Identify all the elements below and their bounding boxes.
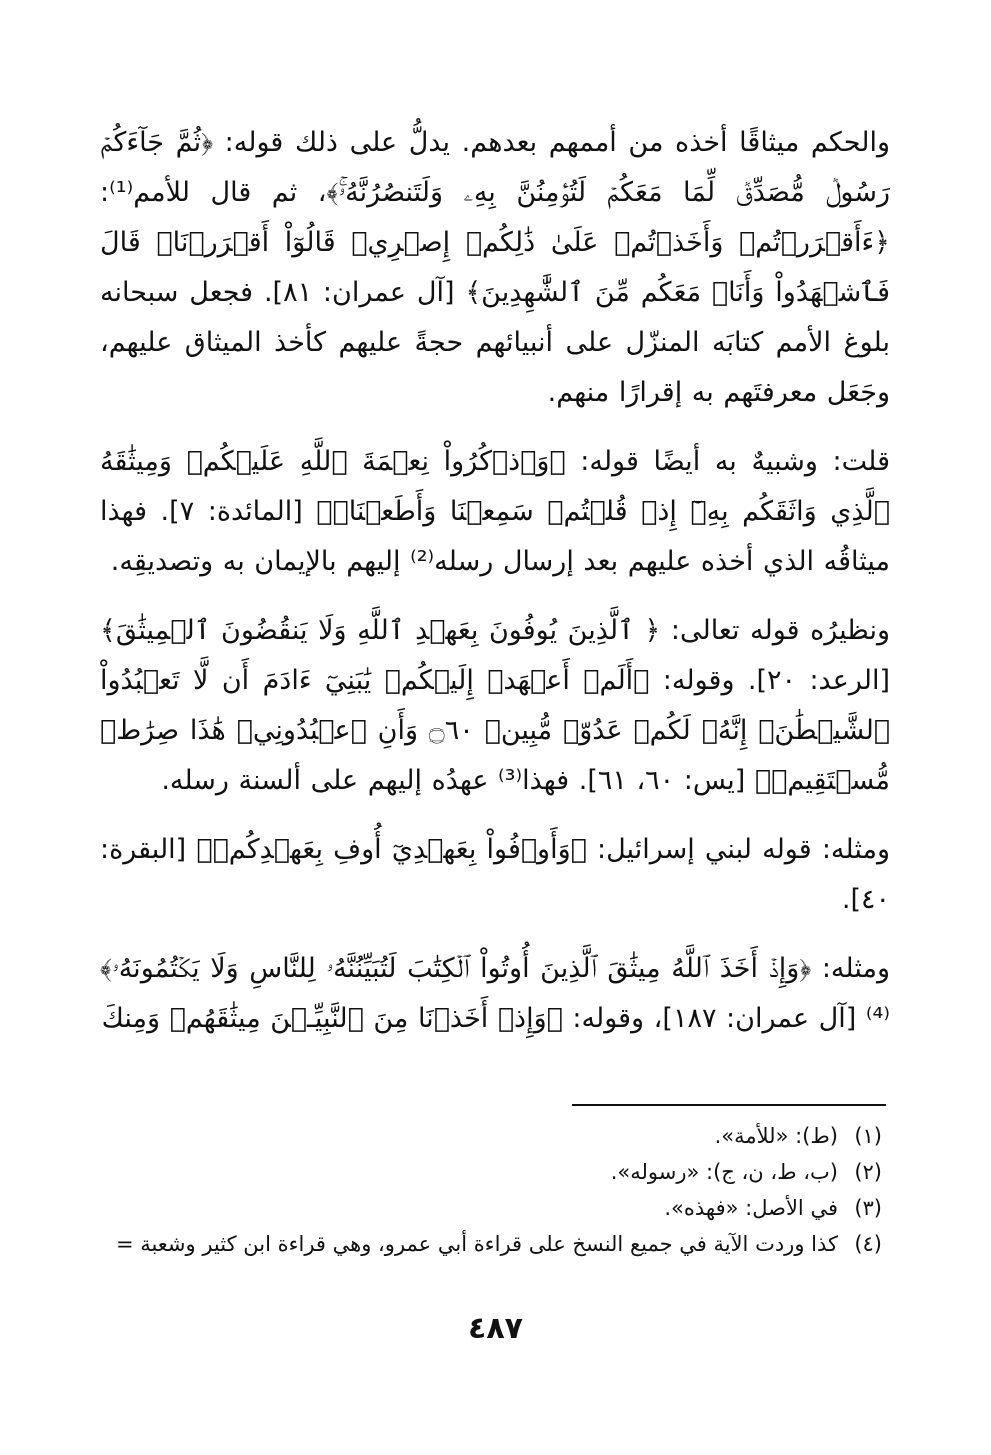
footnote-text: في الأصل: «فهذه». xyxy=(664,1196,838,1220)
paragraph-3: ونظيرُه قوله تعالى: ﴿ ٱلَّذِينَ يُوفُونَ بِعَهۡدِ ٱللَّهِ وَلَا يَنقُضُونَ ٱلۡمِيثَٰقَ﴾ [الرعد: ٢٠]. وقوله: ﴿أَلَمۡ أَعۡهَدۡ إِلَيۡكُمۡ يَٰبَنِيٓ ءَادَمَ أَن لَّا تَعۡبُدُواْ ٱلشَّيۡطَٰنَۖ إِنَّهُۥ لَكُمۡ عَدُوّٞ مُّبِينٞ ۝٦٠ وَأَنِ ٱعۡبُدُونِيۚ هَٰذَا صِرَٰطٞ مُّسۡتَقِيمٞ﴾ [يس: ٦٠، ٦١]. فهذا⁽³⁾ عهدُه إليهم على ألسنة رسله. xyxy=(100,615,891,796)
footnotes xyxy=(70,1118,882,1262)
footnote-text: (ب، ط، ن، ج): «رسوله». xyxy=(610,1160,838,1184)
footnote-number: (٣) xyxy=(854,1196,882,1220)
footnote-number: (٢) xyxy=(854,1160,882,1184)
footnote-number: (٤) xyxy=(854,1232,882,1256)
footnote-1 xyxy=(70,1118,882,1154)
footnote-3 xyxy=(70,1190,882,1226)
footnote-text: كذا وردت الآية في جميع النسخ على قراءة أبي عمرو، وهي قراءة ابن كثير وشعبة = xyxy=(115,1232,838,1256)
paragraph-1: والحكم ميثاقًا أخذه من أممهم بعدهم. يدلُّ على ذلك قوله: ﴿ثُمَّ جَآءَكُمۡ رَسُولٞ مُّصَدِّقٞ لِّمَا مَعَكُمۡ لَتُؤۡمِنُنَّ بِهِۦ وَلَتَنصُرُنَّهُۥۚ﴾، ثم قال للأمم⁽¹⁾: ﴿ءَأَقۡرَرۡتُمۡ وَأَخَذۡتُمۡ عَلَىٰ ذَٰلِكُمۡ إِصۡرِيۖ قَالُوٓاْ أَقۡرَرۡنَاۚ قَالَ فَٱشۡهَدُواْ وَأَنَا۠ مَعَكُم مِّنَ ٱلشَّٰهِدِينَ﴾ [آل عمران: ٨١]. فجعل سبحانه بلوغ الأمم كتابَه المنزّل على أنبيائهم حجةً عليهم كأخذ الميثاق عليهم، وجَعَل معرفتَهم به إقرارًا منهم. xyxy=(100,127,890,408)
page-number: ٤٨٧ xyxy=(468,1311,523,1346)
paragraph-2: قلت: وشبيهٌ به أيضًا قوله: ﴿وَٱذۡكُرُواْ نِعۡمَةَ ٱللَّهِ عَلَيۡكُمۡ وَمِيثَٰقَهُ ٱلَّذِي وَاثَقَكُم بِهِۦٓ إِذۡ قُلۡتُمۡ سَمِعۡنَا وَأَطَعۡنَاۖ﴾ [المائدة: ٧]. فهذا ميثاقُه الذي أخذه عليهم بعد إرسال رسله⁽²⁾ إليهم بالإيمان به وتصديقِه. xyxy=(100,446,890,577)
paragraph-4: ومثله: قوله لبني إسرائيل: ﴿وَأَوۡفُواْ بِعَهۡدِيٓ أُوفِ بِعَهۡدِكُمۡ﴾ [البقرة: ٤٠]. xyxy=(100,834,890,915)
footnote-number: (١) xyxy=(854,1124,882,1148)
main-text xyxy=(100,118,890,1063)
footnote-divider xyxy=(572,1104,886,1106)
footnote-2 xyxy=(70,1154,882,1190)
footnote-4 xyxy=(70,1226,882,1262)
footnote-text: (ط): «للأمة». xyxy=(714,1124,838,1148)
paragraph-5: ومثله: ﴿وَإِذۡ أَخَذَ ٱللَّهُ مِيثَٰقَ ٱلَّذِينَ أُوتُواْ ٱلۡكِتَٰبَ لَتُبَيِّنُنَّهُۥ لِلنَّاسِ وَلَا يَكۡتُمُونَهُۥ﴾⁽⁴⁾ [آل عمران: ١٨٧]، وقوله: ﴿وَإِذۡ أَخَذۡنَا مِنَ ٱلنَّبِيِّـۧنَ مِيثَٰقَهُمۡ وَمِنكَ xyxy=(100,953,890,1034)
